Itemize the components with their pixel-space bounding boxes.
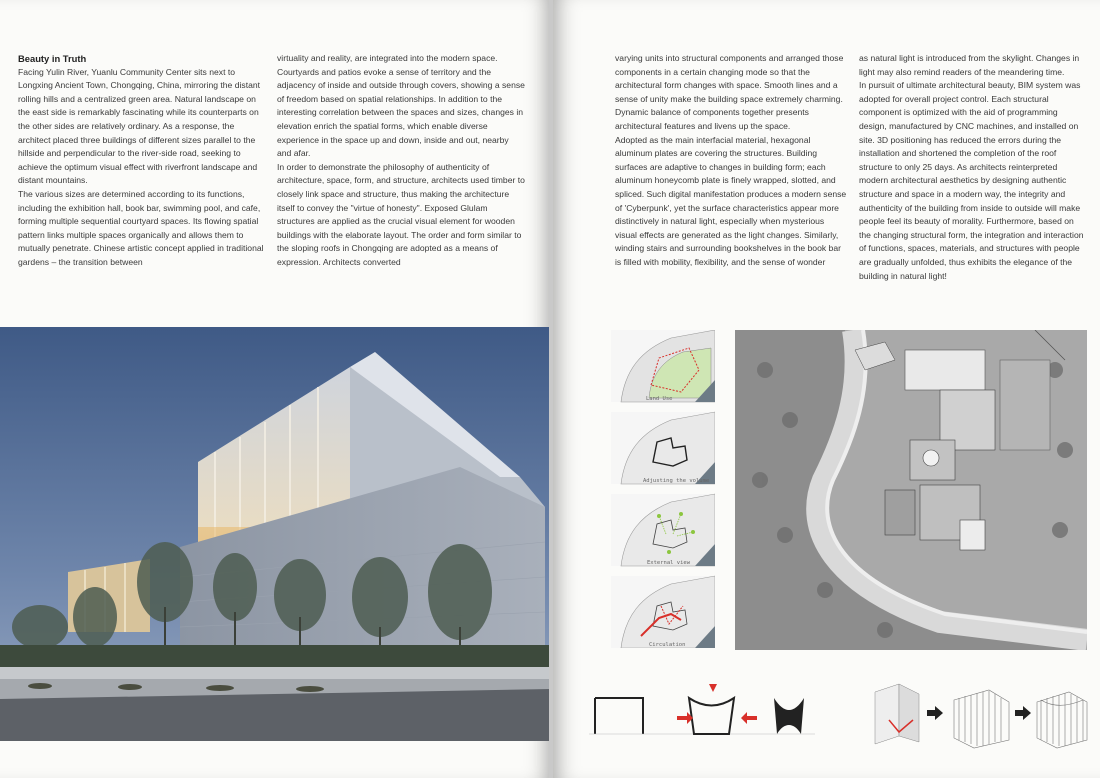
paragraph: The various sizes are determined according to its functions, including the exhibition hall, book bar, swimming pool, and cafe, forming multiple sequential courtyard spaces. Its flowing spatial pattern links multiple spaces organically and allows them to mutually penetrate. Chinese artistic concept applied in traditional gardens – the transition between	[18, 188, 264, 267]
diagram-label: Adjusting the volume	[643, 478, 710, 484]
text-column-3	[615, 52, 847, 270]
structure-section-diagram	[589, 684, 815, 750]
site-plan	[735, 330, 1087, 650]
right-page	[553, 0, 1100, 778]
diagram-label: External view	[647, 560, 691, 566]
paragraph: varying units into structural components and arranged those components in a certain changing mode so that the architectural form changes with space. Smooth lines and a sense of unity make the building space extremely charming. Dynamic balance of components together presents architectural features and livens up the space.	[615, 53, 844, 131]
paragraph: as natural light is introduced from the skylight. Changes in light may also remind readers of the meandering time.	[859, 53, 1080, 77]
text-column-4	[859, 52, 1085, 283]
diagram-adjusting-volume	[611, 412, 715, 484]
paragraph: Adopted as the main interfacial material, hexagonal aluminum plates are covering the structures. Building surfaces are adaptive to changes in building form; each aluminum honeycomb plate is finely wrapped, slotted, and spliced. Such digital manifestation produces a modern sense of 'Cyberpunk', yet the surface characteristics appear more distinctively in natural light, especially when mysterious visual effects are generated as the light changes. Similarly, winding stairs and surrounding bookshelves in the book bar is filled with mobility, flexibility, and the sense of wonder	[615, 134, 847, 267]
paragraph: Facing Yulin River, Yuanlu Community Center sits next to Longxing Ancient Town, Chongqing, China, mirroring the distant rolling hills and a centralized green area. Natural landscape on the east side is remarkably fascinating while its counterparts on the other sides are relatively ordinary. As a response, the architect placed three buildings of different sizes parallel to the hillside and perpendicular to the river-side road, seeking to achieve the optimum visual effect with riverfront landscape and distant mountains.	[18, 66, 261, 186]
component-assembly-diagram	[869, 680, 1089, 752]
diagram-circulation	[611, 576, 715, 648]
text-column-2	[277, 52, 525, 270]
diagram-label: Land Use	[646, 396, 673, 402]
site-diagrams	[611, 330, 715, 648]
diagram-external-view	[611, 494, 715, 566]
paragraph: virtuality and reality, are integrated into the modern space. Courtyards and patios evoke a sense of territory and the adjacency of inside and outside through covers, showing a sense of freedom based on spatial relationships. In addition to the interesting correlation between the spaces and sizes, changes in elevation enrich the spatial forms, which enable diverse experience in the space up and down, inside and out, nearby and afar.	[277, 53, 525, 159]
building-photo	[0, 327, 551, 741]
diagram-label: Circulation	[649, 642, 686, 648]
paragraph: In order to demonstrate the philosophy of authenticity of architecture, space, form, and structure, architects used timber to closely link space and structure, thus making the architecture itself to convey the "virtue of honesty". Exposed Glulam structures are applied as the crucial visual element for wooden buildings with the elaborate layout. The order and form similar to the sloping roofs in Chongqing are adopted as a means of expression. Architects converted	[277, 161, 525, 267]
paragraph: In pursuit of ultimate architectural beauty, BIM system was adopted for overall project control. Each structural component is optimized with the aid of programming design, manufactured by CNC machines, and installed on site. 3D positioning has reduced the errors during the installation and shortened the completion of the roof structure to only 25 days. As architects reinterpreted modern architectural aesthetics by designing authentic structure and space in a modern way, the integrity and authenticity of the building from inside to outside will make people feel its beauty of morality. Furthermore, based on the changing structural form, the integration and interaction of functions, spaces, materials, and structures with people are gradually unfolded, thus exhibits the elegance of the building in natural light!	[859, 80, 1084, 281]
text-column-1	[18, 52, 264, 270]
diagram-land-use	[611, 330, 715, 402]
section-heading: Beauty in Truth	[18, 53, 87, 64]
